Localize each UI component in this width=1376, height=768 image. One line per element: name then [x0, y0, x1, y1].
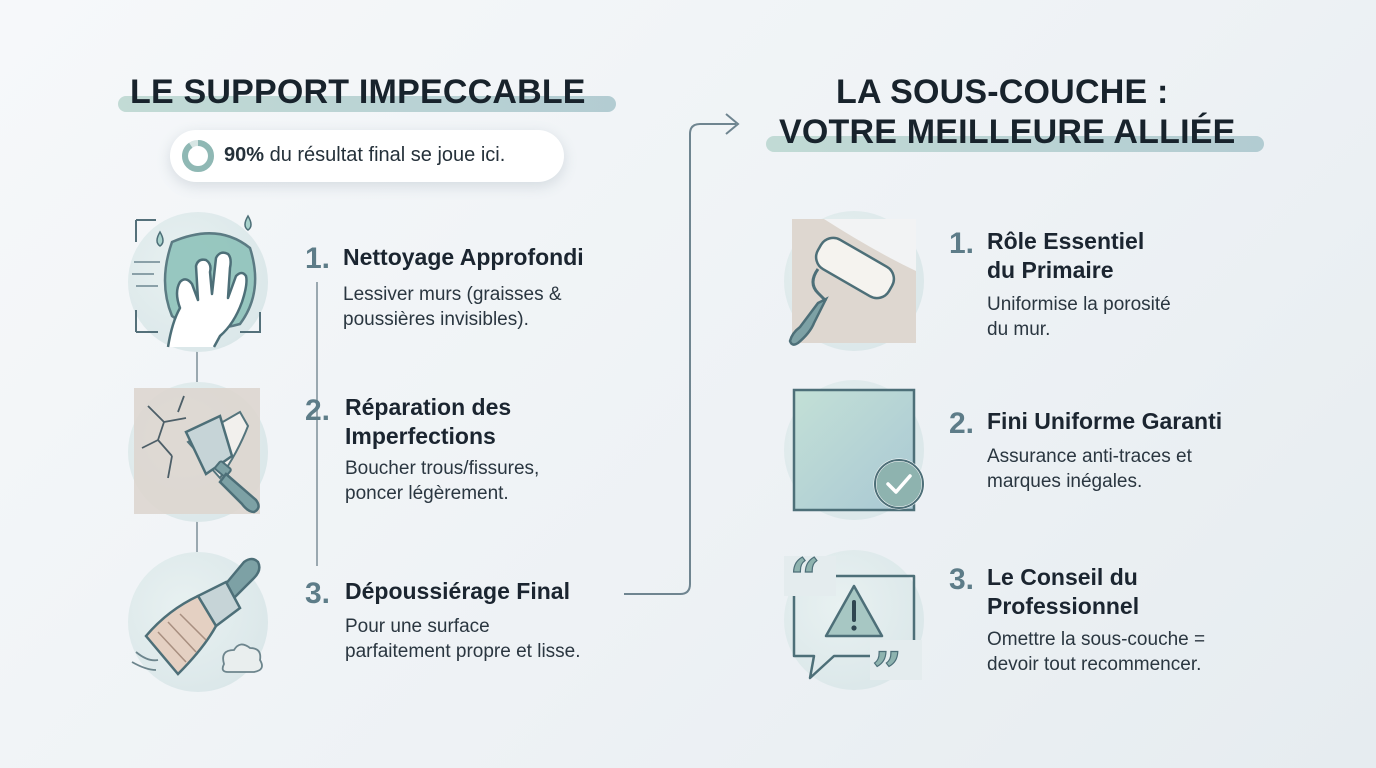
stat-value: 90%	[224, 144, 265, 166]
sponge-hand-icon	[128, 212, 268, 352]
right-title-line2: VOTRE MEILLEURE ALLIÉE	[779, 113, 1236, 151]
svg-text:“: “	[790, 548, 820, 609]
right-step1-desc-line2: du mur.	[987, 319, 1051, 340]
step1-number: 1.	[305, 242, 331, 275]
step2-desc-line2: poncer légèrement.	[345, 483, 509, 504]
step1-title: Nettoyage Approfondi	[343, 244, 584, 270]
left-icon-connector	[196, 350, 198, 382]
brush-icon	[128, 552, 268, 692]
right-step2-title: Fini Uniforme Garanti	[987, 408, 1223, 434]
warning-quote-icon	[784, 548, 924, 703]
progress-ring-icon	[180, 138, 216, 174]
svg-text:”: ”	[872, 642, 902, 703]
stat-text: du résultat final se joue ici.	[264, 144, 506, 166]
step2-number: 2.	[305, 394, 331, 427]
step2-title-line2: Imperfections	[345, 423, 496, 449]
right-step1-title-line1: Rôle Essentiel	[987, 228, 1145, 254]
right-title-line1: LA SOUS-COUCHE :	[836, 73, 1169, 111]
putty-knife-icon	[128, 382, 268, 522]
paint-roller-icon	[784, 211, 924, 351]
check-surface-icon	[784, 380, 924, 520]
step1-desc-line2: poussières invisibles).	[343, 309, 529, 330]
right-step1-number: 1.	[949, 227, 975, 260]
right-step3-desc-line1: Omettre la sous-couche =	[987, 629, 1206, 650]
step3-desc-line2: parfaitement propre et lisse.	[345, 641, 581, 662]
right-step1-title-line2: du Primaire	[987, 257, 1114, 283]
step3-number: 3.	[305, 577, 331, 610]
right-step3-number: 3.	[949, 563, 975, 596]
right-step2-number: 2.	[949, 407, 975, 440]
right-step2-desc-line1: Assurance anti-traces et	[987, 446, 1192, 467]
right-step3-title-line1: Le Conseil du	[987, 564, 1138, 590]
right-step3-title-line2: Professionnel	[987, 593, 1140, 619]
flow-arrow-icon	[620, 110, 750, 600]
stat-callout	[170, 130, 564, 182]
step2-desc-line1: Boucher trous/fissures,	[345, 458, 540, 479]
left-title: LE SUPPORT IMPECCABLE	[130, 73, 586, 111]
right-step1-desc-line1: Uniformise la porosité	[987, 294, 1171, 315]
step1-desc-line1: Lessiver murs (graisses &	[343, 284, 562, 305]
right-step2-desc-line2: marques inégales.	[987, 471, 1143, 492]
left-icon-connector	[196, 520, 198, 552]
right-step3-desc-line2: devoir tout recommencer.	[987, 654, 1202, 675]
step3-desc-line1: Pour une surface	[345, 616, 490, 637]
step2-title-line1: Réparation des	[345, 394, 512, 420]
step3-title: Dépoussiérage Final	[345, 578, 570, 604]
